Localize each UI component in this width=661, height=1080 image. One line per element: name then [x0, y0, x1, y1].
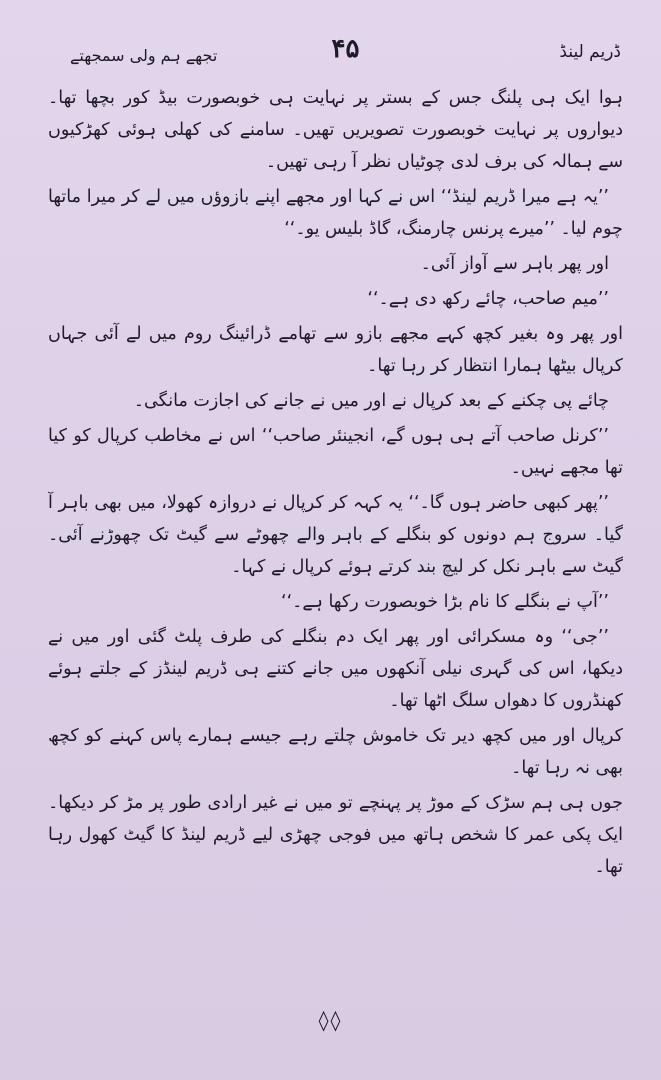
paragraph: چائے پی چکنے کے بعد کرپال نے اور میں نے جانے کی اجازت مانگی۔ [133, 391, 609, 411]
paragraph: کرپال اور میں کچھ دیر تک خاموش چلتے رہے جیسے ہمارے پاس کہنے کو کچھ بھی نہ رہا تھا۔ [48, 726, 623, 778]
body-text [48, 82, 623, 992]
page-header [70, 30, 621, 70]
book-title: تجھے ہم ولی سمجھتے [70, 46, 218, 65]
running-title: ڈریم لینڈ [559, 42, 621, 62]
page-end-ornament: ◊◊ [318, 1008, 343, 1032]
paragraph: جوں ہی ہم سڑک کے موڑ پر پہنچے تو میں نے غیر ارادی طور پر مڑ کر دیکھا۔ ایک پکی عمر کا شخص ہاتھ میں فوجی چھڑی لیے ڈریم لینڈ کا گیٹ کھول رہا تھا۔ [48, 793, 623, 877]
paragraph: اور پھر باہر سے آواز آئی۔ [420, 254, 609, 274]
paragraph: ’’جی‘‘ وہ مسکرائی اور پھر ایک دم بنگلے کی طرف پلٹ گئی اور میں نے دیکھا، اس کی گہری نیلی آنکھوں میں جانے کتنے ہی ڈریم لینڈز کے جلتے ہوئے کھنڈروں کا دھواں سلگ اٹھا تھا۔ [48, 627, 623, 711]
paragraph: اور پھر وہ بغیر کچھ کہے مجھے بازو سے تھامے ڈرائینگ روم میں لے آئی جہاں کرپال بیٹھا ہمارا انتظار کر رہا تھا۔ [48, 324, 623, 376]
paragraph: ’’میم صاحب، چائے رکھ دی ہے۔‘‘ [367, 289, 609, 309]
paragraph: ’’پھر کبھی حاضر ہوں گا۔‘‘ یہ کہہ کر کرپال نے دروازہ کھولا، میں بھی باہر آ گیا۔ سروج ہم دونوں کو بنگلے کے باہر والے چھوٹے سے گیٹ تک چھوڑنے آئی۔ گیٹ سے باہر نکل کر لیچ بند کرتے ہوئے کرپال نے کہا۔ [48, 493, 623, 577]
paragraph: ہوا ایک ہی پلنگ جس کے بستر پر نہایت ہی خوبصورت بیڈ کور بچھا تھا۔ دیواروں پر نہایت خوبصورت تصویریں تھیں۔ سامنے کی کھلی ہوئی کھڑکیوں سے ہمالہ کی برف لدی چوٹیاں نظر آ رہی تھیں۔ [48, 88, 623, 172]
paragraph: ’’آپ نے بنگلے کا نام بڑا خوبصورت رکھا ہے۔‘‘ [281, 592, 609, 612]
paragraph: ’’یہ ہے میرا ڈریم لینڈ‘‘ اس نے کہا اور مجھے اپنے بازوؤں میں لے کر میرا ماتھا چوم لیا۔ ’’میرے پرنس چارمنگ، گاڈ بلیس یو۔‘‘ [48, 187, 623, 239]
page-number: ۴۵ [331, 34, 360, 64]
paragraph: ’’کرنل صاحب آتے ہی ہوں گے، انجینئر صاحب‘‘ اس نے مخاطب کرپال کو کیا تھا مجھے نہیں۔ [48, 426, 623, 478]
